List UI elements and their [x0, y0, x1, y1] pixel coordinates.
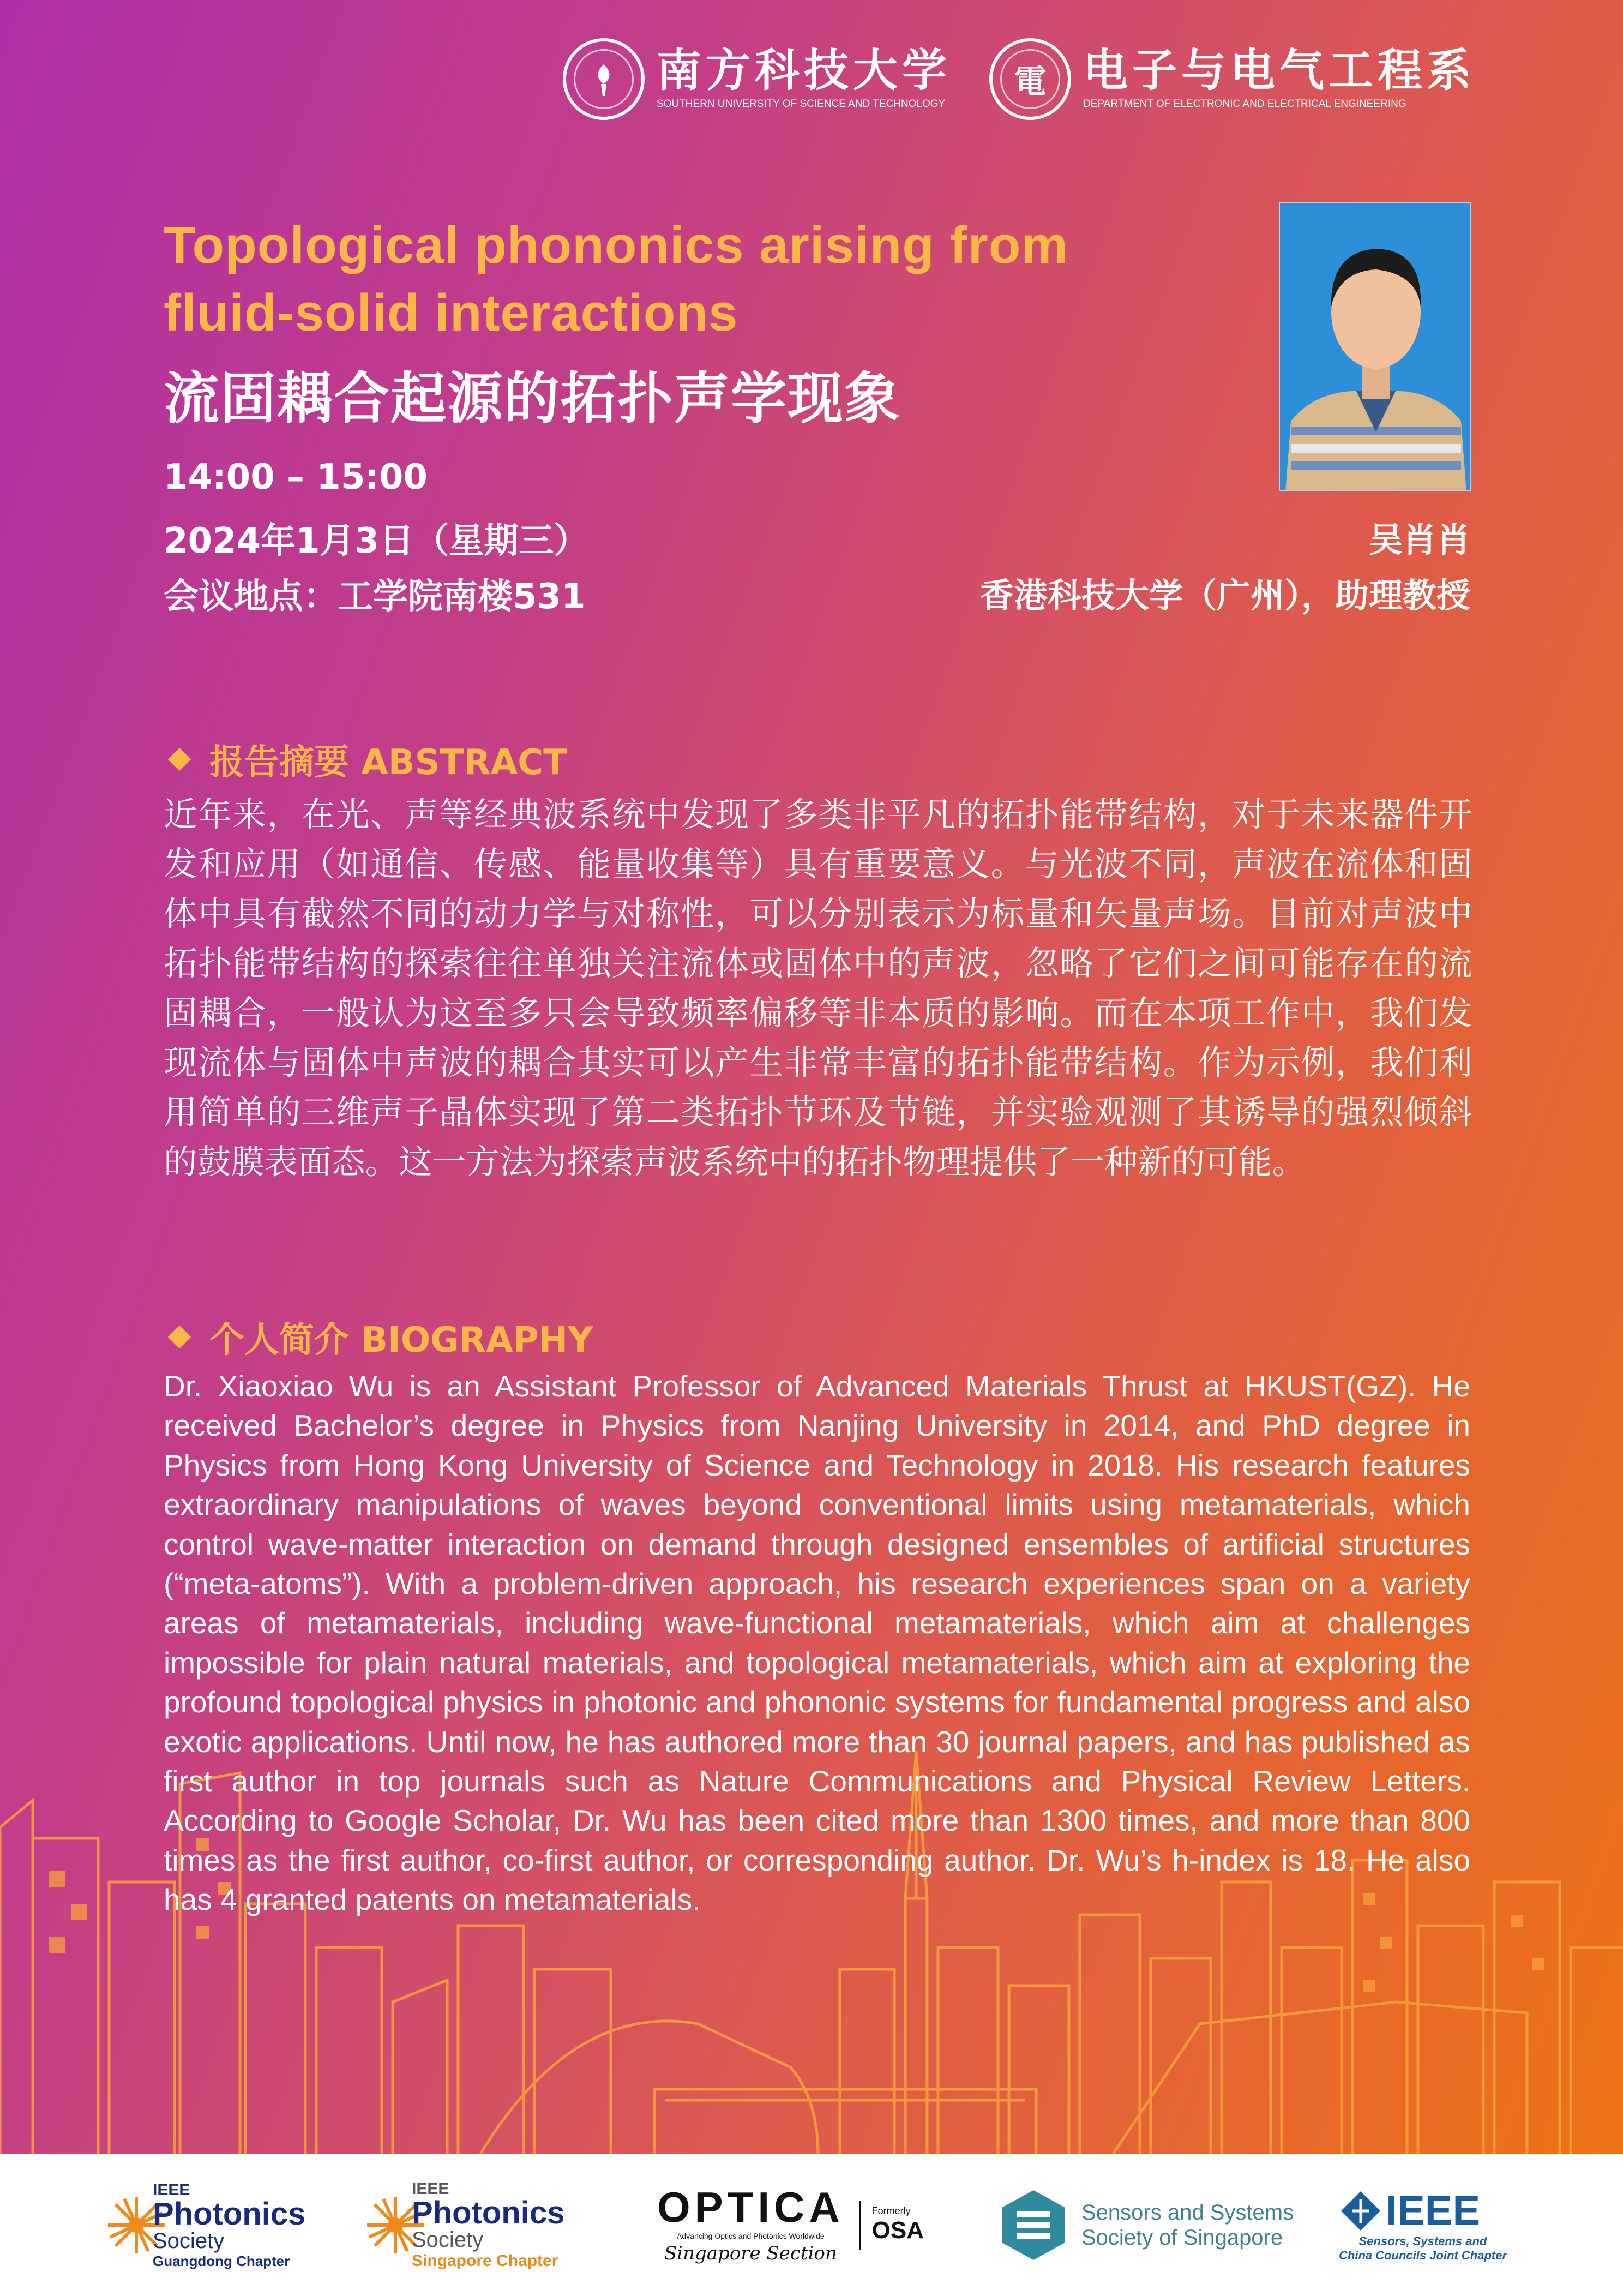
sponsor-1-sub: Society — [153, 2228, 225, 2253]
speaker-photo — [1279, 202, 1471, 491]
sponsor-optica — [657, 2154, 963, 2296]
ieee-wordmark: IEEE — [1386, 2187, 1481, 2234]
talk-title-cn: 流固耦合起源的拓扑声学现象 — [164, 366, 901, 431]
university-name-en: SOUTHERN UNIVERSITY OF SCIENCE AND TECHNOLOGY — [656, 98, 946, 110]
osa-wordmark: OSA — [871, 2217, 924, 2244]
biography-heading-text: 个人简介 BIOGRAPHY — [209, 1320, 593, 1360]
sponsor-ieee-joint-chapter — [1339, 2154, 1557, 2296]
ieee-chapter-line2: China Councils Joint Chapter — [1339, 2249, 1507, 2262]
sensors-society-line2: Society of Singapore — [1081, 2225, 1283, 2250]
header-logos — [563, 38, 1476, 120]
sponsor-sensors-systems-singapore — [995, 2154, 1312, 2296]
speaker-portrait-image — [1280, 203, 1471, 491]
biography-heading — [164, 1312, 593, 1362]
talk-date: 2024年1月3日（星期三） — [164, 521, 589, 561]
sponsor-photonics-guangdong — [104, 2154, 333, 2296]
optica-tagline: Advancing Optics and Photonics Worldwide — [677, 2231, 825, 2240]
speaker-name: 吴肖肖 — [1368, 520, 1470, 560]
diamond-bullet-icon — [168, 748, 191, 771]
sponsor-2-sub: Society — [412, 2227, 484, 2252]
university-logo — [563, 38, 951, 120]
sponsor-photonics-singapore — [363, 2154, 614, 2296]
sponsor-footer — [0, 2154, 1623, 2296]
abstract-heading — [164, 734, 567, 784]
talk-time: 14:00 – 15:00 — [164, 457, 428, 497]
sponsor-2-chapter: Singapore Chapter — [412, 2251, 558, 2270]
talk-title-en: Topological phononics arising from fluid-solid interactions — [164, 216, 1068, 342]
talk-venue: 会议地点：工学院南楼531 — [164, 577, 586, 617]
ieee-kite-icon — [1339, 2189, 1382, 2233]
sponsor-1-top: IEEE — [153, 2180, 190, 2199]
department-logo — [989, 38, 1476, 120]
abstract-text: 近年来，在光、声等经典波系统中发现了多类非平凡的拓扑能带结构，对于未来器件开发和应用（如通信、传感、能量收集等）具有重要意义。与光波不同，声波在流体和固体中具有截然不同的动力学与对称性，可以分别表示为标量和矢量声场。目前对声波中拓扑能带结构的探索往往单独关注流体或固体中的声波，忽略了它们之间可能存在的流固耦合，一般认为这至多只会导致频率偏移等非本质的影响。而在本项工作中，我们发现流体与固体中声波的耦合其实可以产生非常丰富的拓扑能带结构。作为示例，我们利用简单的三维声子晶体实现了第二类拓扑节环及节链，并实验观测了其诱导的强烈倾斜的鼓膜表面态。这一方法为探索声波系统中的拓扑物理提供了一种新的可能。 — [164, 795, 1472, 1182]
department-seal-icon — [989, 38, 1071, 120]
department-name-en: DEPARTMENT OF ELECTRONIC AND ELECTRICAL ENGINEERING — [1083, 98, 1406, 110]
university-name-cn: 南方科技大学 — [656, 44, 951, 97]
sensors-society-logo-icon — [995, 2187, 1072, 2263]
biography-text: Dr. Xiaoxiao Wu is an Assistant Professor of Advanced Materials Thrust at HKUST(GZ). He received Bachelor’s degree in Physics from Nanjing University in 2014, and PhD degree in Physics from Hong Kong University of Science and Technology in 2018. His research features extraordinary manipulations of waves beyond conventional limits using metamaterials, which control wave-matter interaction on demand through designed ensembles of artificial structures (“meta-atoms”). With a problem-driven approach, his research experiences span on a variety areas of metamaterials, including wave-functional metamaterials, which aim at challenges impossible for plain natural materials, and topological metamaterials, which aim at exploring the profound topological physics in photonic and phononic systems for fundamental progress and also exotic applications. Until now, he has authored more than 30 journal papers, and has published as first author in top journals such as Nature Communications and Physical Review Letters. According to Google Scholar, Dr. Wu has been cited more than 1300 times, and more than 800 times as the first author, co-first author, or corresponding author. Dr. Wu’s h-index is 18. He also has 4 granted patents on metamaterials. — [164, 1369, 1470, 1917]
sponsor-1-name: Photonics — [153, 2196, 306, 2232]
sponsor-2-top: IEEE — [412, 2179, 449, 2198]
diamond-bullet-icon — [168, 1326, 191, 1348]
speaker-affiliation: 香港科技大学（广州），助理教授 — [979, 576, 1470, 615]
ieee-chapter-line1: Sensors, Systems and — [1358, 2234, 1487, 2248]
university-seal-icon — [563, 38, 645, 120]
abstract-heading-text: 报告摘要 ABSTRACT — [209, 742, 567, 783]
optica-wordmark: OPTICA — [657, 2183, 844, 2231]
optica-section: Singapore Section — [664, 2242, 837, 2264]
torch-icon — [585, 60, 623, 98]
sponsor-1-chapter: Guangdong Chapter — [153, 2252, 290, 2269]
sensors-society-line1: Sensors and Systems — [1081, 2200, 1294, 2225]
department-seal-char: 電 — [1013, 63, 1047, 101]
sponsor-2-name: Photonics — [412, 2195, 565, 2231]
department-name-cn: 电子与电气工程系 — [1083, 44, 1476, 97]
optica-formerly: Formerly — [871, 2205, 911, 2216]
